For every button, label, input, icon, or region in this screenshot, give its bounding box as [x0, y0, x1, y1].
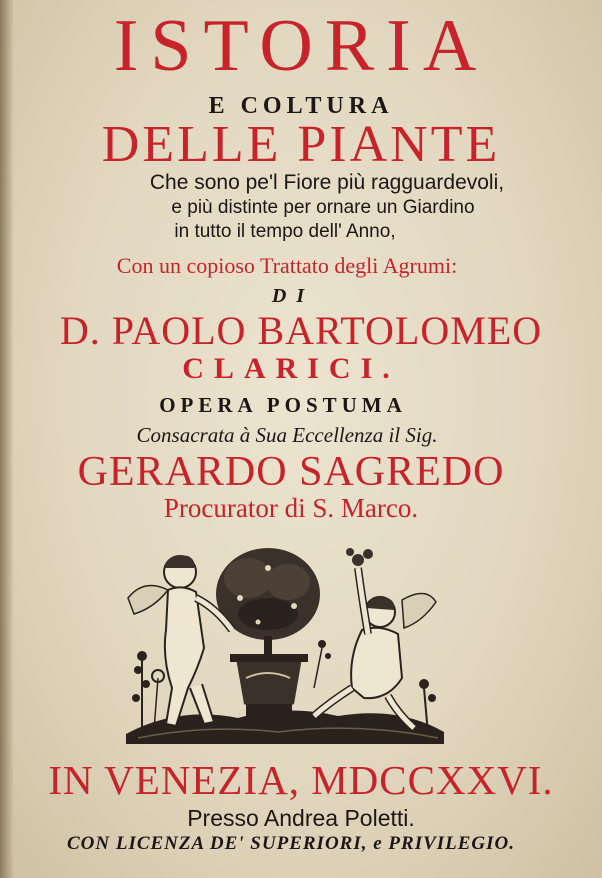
subtitle-line-1: Che sono pe'l Fiore più ragguardevoli,: [149, 171, 505, 194]
title-delle-piante: DELLE PIANTE: [101, 116, 501, 173]
subtitle-line-2: e più distinte per ornare un Giardino: [171, 197, 475, 218]
imprint-place-date: IN VENEZIA, MDCCXXVI.: [48, 757, 554, 803]
imprint-license: CON LICENZA DE' SUPERIORI, e PRIVILEGIO.: [66, 833, 516, 854]
dedicatee-title: Procurator di S. Marco.: [163, 493, 419, 523]
subtitle-agrumi: Con un copioso Trattato degli Agrumi:: [116, 253, 458, 278]
by-line-di: DI: [271, 285, 315, 307]
cherubs-vignette-icon: [118, 538, 450, 748]
title-e-coltura: E COLTURA: [208, 93, 394, 119]
title-istoria: ISTORIA: [113, 5, 489, 87]
author-name: D. PAOLO BARTOLOMEO: [59, 308, 543, 353]
author-surname: CLARICI.: [182, 352, 400, 385]
subtitle-line-3: in tutto il tempo dell' Anno,: [174, 221, 396, 242]
opera-postuma: OPERA POSTUMA: [159, 393, 407, 417]
dedication-line: Consacrata à Sua Eccellenza il Sig.: [136, 423, 438, 447]
dedicatee-name: GERARDO SAGREDO: [77, 449, 505, 495]
imprint-printer: Presso Andrea Poletti.: [187, 805, 415, 831]
